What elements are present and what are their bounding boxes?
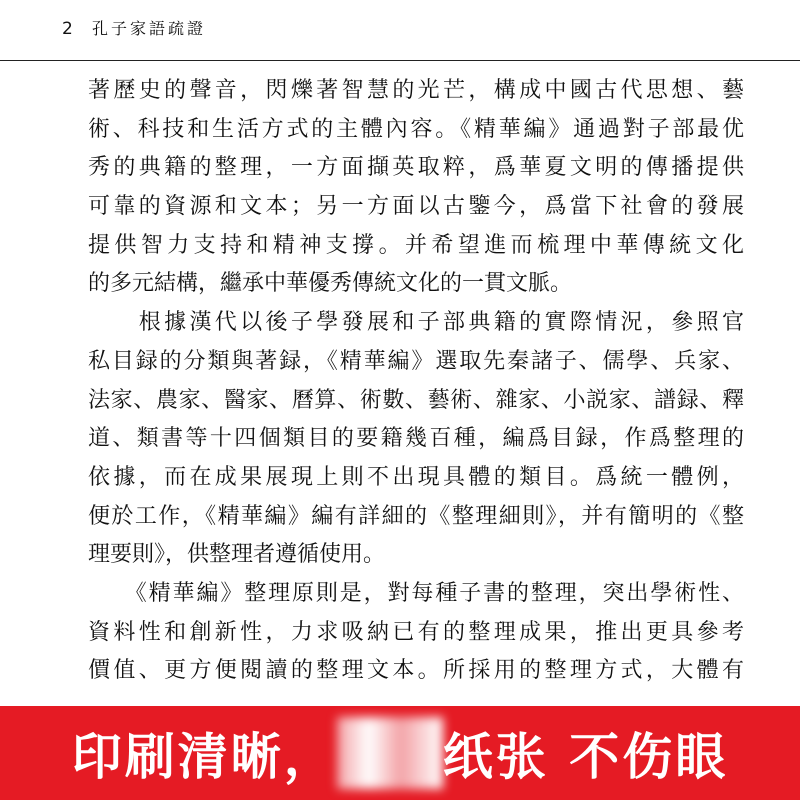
- banner-text-before: 印刷清晰，: [71, 728, 337, 786]
- banner-text-obscured: [337, 717, 443, 789]
- banner-text-after: 纸张 不伤眼: [442, 728, 729, 786]
- body-text: [88, 72, 744, 691]
- text-line: 便於工作，《精華編》編有詳細的《整理細則》，并有簡明的《整: [88, 503, 744, 529]
- text-line: 提供智力支持和精神支撐。并希望進而梳理中華傳統文化: [88, 232, 744, 258]
- text-line: 理要則》，供整理者遵循使用。: [88, 542, 386, 568]
- text-line: 著歷史的聲音，閃爍著智慧的光芒，構成中國古代思想、藝: [88, 78, 744, 103]
- page-header: [0, 0, 800, 61]
- text-line: 根據漢代以後子學發展和子部典籍的實際情況，參照官: [88, 310, 744, 336]
- text-line: 可靠的資源和文本；另一方面以古鑒今，爲當下社會的發展: [88, 194, 744, 220]
- text-line: 道、類書等十四個類目的要籍幾百種，編爲目録，作爲整理的: [88, 426, 744, 452]
- text-line: 私目録的分類與著録，《精華編》選取先秦諸子、儒學、兵家、: [88, 348, 744, 374]
- promo-banner: [0, 706, 800, 800]
- text-line: 依據，而在成果展現上則不出現具體的類目。爲統一體例，: [88, 464, 744, 490]
- banner-text: [72, 717, 728, 789]
- text-line: 術、科技和生活方式的主體內容。《精華編》通過對子部最优: [88, 116, 744, 142]
- text-line: 法家、農家、醫家、曆算、術數、藝術、雜家、小説家、譜録、釋: [88, 387, 744, 413]
- running-title: 孔子家語疏證: [92, 19, 207, 38]
- text-line: 的多元結構，繼承中華優秀傳統文化的一貫文脈。: [88, 271, 573, 297]
- page-number: 2: [62, 19, 73, 39]
- text-line: 《精華編》整理原則是，對每種子書的整理，突出學術性、: [88, 580, 744, 606]
- text-line: 價值、更方便閱讀的整理文本。所採用的整理方式，大體有: [88, 658, 744, 684]
- text-line: 秀的典籍的整理，一方面擷英取粹，爲華夏文明的傳播提供: [88, 155, 744, 181]
- text-line: 資料性和創新性，力求吸納已有的整理成果，推出更具參考: [88, 619, 744, 645]
